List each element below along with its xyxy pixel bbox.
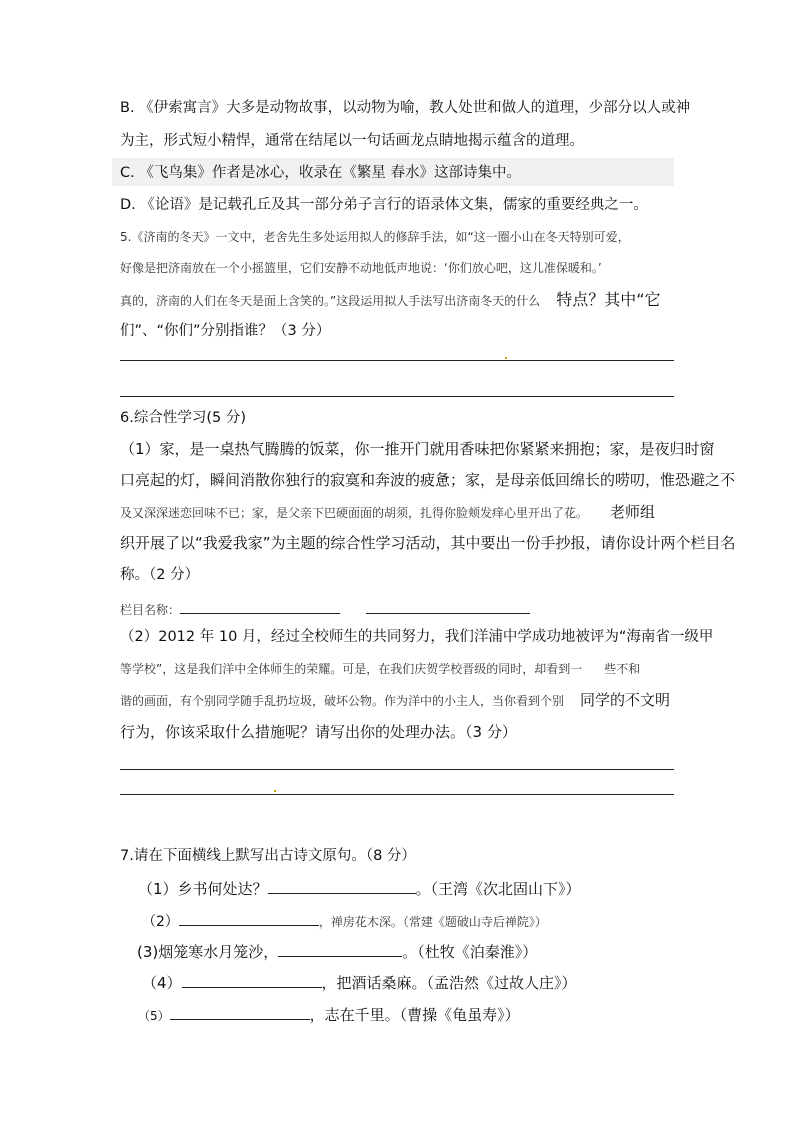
- q6-p1-line-3a: 及又深深迷恋回味不已；家，是父亲下巴硬面面的胡须，扎得你脸颊发痒心里开出了花。: [120, 506, 589, 520]
- option-b-line-2: 为主，形式短小精悍，通常在结尾以一句话画龙点睛地揭示蕴含的道理。: [120, 133, 584, 149]
- option-d-line: D. 《论语》是记载孔丘及其一部分弟子言行的语录体文集，儒家的重要经典之一。: [120, 197, 648, 213]
- q6-p2-line-2b: 些不和: [604, 662, 641, 676]
- q6-p2-line-1: （2）2012 年 10 月，经过全校师生的共同努力，我们洋浦中学成功地被评为“海南省一级甲: [120, 629, 714, 645]
- q5-line-1: 5.《济南的冬天》一文中，老舍先生多处运用拟人的修辞手法，如“这一圈小山在冬天特别可爱，: [120, 230, 630, 244]
- q6-p1-line-2: 口亮起的灯，瞬间消散你独行的寂寞和奔波的疲惫；家，是母亲低回绵长的唠叨，惟恐避之不: [120, 471, 736, 489]
- column-name-blank-1[interactable]: [180, 598, 340, 614]
- q6-p2-line-2a: 等学校”，这是我们洋中全体师生的荣耀。可是，在我们庆贺学校晋级的同时，却看到一: [120, 662, 583, 676]
- q7-line-1a: （1）乡书何处达？: [138, 880, 268, 898]
- q7-line-4b: ，把酒话桑麻。（孟浩然《过故人庄》）: [321, 974, 577, 992]
- q7-blank-3[interactable]: [278, 941, 402, 957]
- q7-line-3a: (3)烟笼寒水月笼沙，: [137, 943, 279, 961]
- q7-line-5: [138, 1004, 520, 1026]
- column-name-blank-2[interactable]: [366, 598, 530, 614]
- q7-line-3b: 。（杜牧《泊秦淮》）: [402, 943, 538, 961]
- speck: [505, 357, 507, 359]
- q6-title: 6.综合性学习(5 分): [120, 410, 246, 426]
- q5-line-2: 好像是把济南放在一个小摇篮里，它们安静不动地低声地说：‘你们放心吧，这儿准保暖和。’: [120, 261, 602, 275]
- q6-p1-line-5: 称。（2 分）: [120, 567, 200, 583]
- q7-blank-2[interactable]: [179, 910, 319, 926]
- q5-line-3a: 真的，济南的人们在冬天是面上含笑的。”这段运用拟人手法写出济南冬天的什么: [120, 294, 541, 308]
- q7-title: 7.请在下面横线上默写出古诗文原句。（8 分）: [120, 848, 416, 864]
- option-c-line: C. 《飞鸟集》作者是冰心，收录在《繁星 春水》这部诗集中。: [120, 165, 521, 181]
- q6-answer-line-2[interactable]: [120, 794, 674, 795]
- q7-line-2a: （2）: [142, 914, 179, 930]
- q5-line-3: [120, 290, 661, 311]
- column-name-label: 栏目名称：: [120, 603, 181, 617]
- q5-answer-line-1[interactable]: [120, 360, 674, 361]
- q7-line-1: [138, 878, 581, 899]
- q6-p2-line-2: [120, 659, 640, 679]
- option-b-line-1: B. 《伊索寓言》大多是动物故事，以动物为喻，教人处世和做人的道理，少部分以人或神: [120, 100, 691, 116]
- q5-line-3b: 特点？其中“它: [556, 290, 661, 309]
- q6-answer-line-1[interactable]: [120, 769, 674, 770]
- speck: [274, 790, 276, 792]
- q5-answer-line-2[interactable]: [120, 396, 674, 397]
- q5-line-4: 们”、“你们”分别指谁？（3 分）: [120, 323, 331, 339]
- q6-p1-line-1: （1）家，是一桌热气腾腾的饭菜，你一推开门就用香味把你紧紧来拥抱；家，是夜归时窗: [120, 440, 715, 458]
- q6-p2-line-3: [120, 690, 670, 711]
- q6-p1-line-3b: 老师组: [610, 503, 656, 521]
- q7-line-2: [142, 910, 547, 932]
- q7-line-5a: （5）: [138, 1009, 170, 1023]
- q6-p2-line-3b: 同学的不文明: [580, 691, 671, 709]
- q6-p2-line-4: 行为，你该采取什么措施呢？请写出你的处理办法。（3 分）: [120, 723, 517, 741]
- q7-line-5b: ，志在千里。（曹操《龟虽寿》）: [309, 1006, 520, 1024]
- q6-p1-line-4: 织开展了以“我爱我家”为主题的综合性学习活动，其中要出一份手抄报，请你设计两个栏目名: [120, 534, 736, 552]
- q7-blank-5[interactable]: [170, 1004, 310, 1020]
- q6-p1-line-3: [120, 502, 655, 523]
- q7-line-1b: 。（王湾《次北固山下》）: [415, 880, 581, 898]
- q7-line-4a: （4）: [142, 974, 182, 992]
- column-name-row: [120, 598, 530, 620]
- q7-blank-1[interactable]: [268, 878, 416, 894]
- q7-blank-4[interactable]: [182, 972, 322, 988]
- q7-line-2b: ，禅房花木深。（常建《题破山寺后禅院》）: [318, 915, 547, 929]
- q7-line-4: [142, 972, 577, 993]
- q6-p2-line-3a: 谐的画面，有个别同学随手乱扔垃圾，破坏公物。作为洋中的小主人，当你看到个别: [120, 694, 565, 708]
- q7-line-3: [137, 941, 537, 962]
